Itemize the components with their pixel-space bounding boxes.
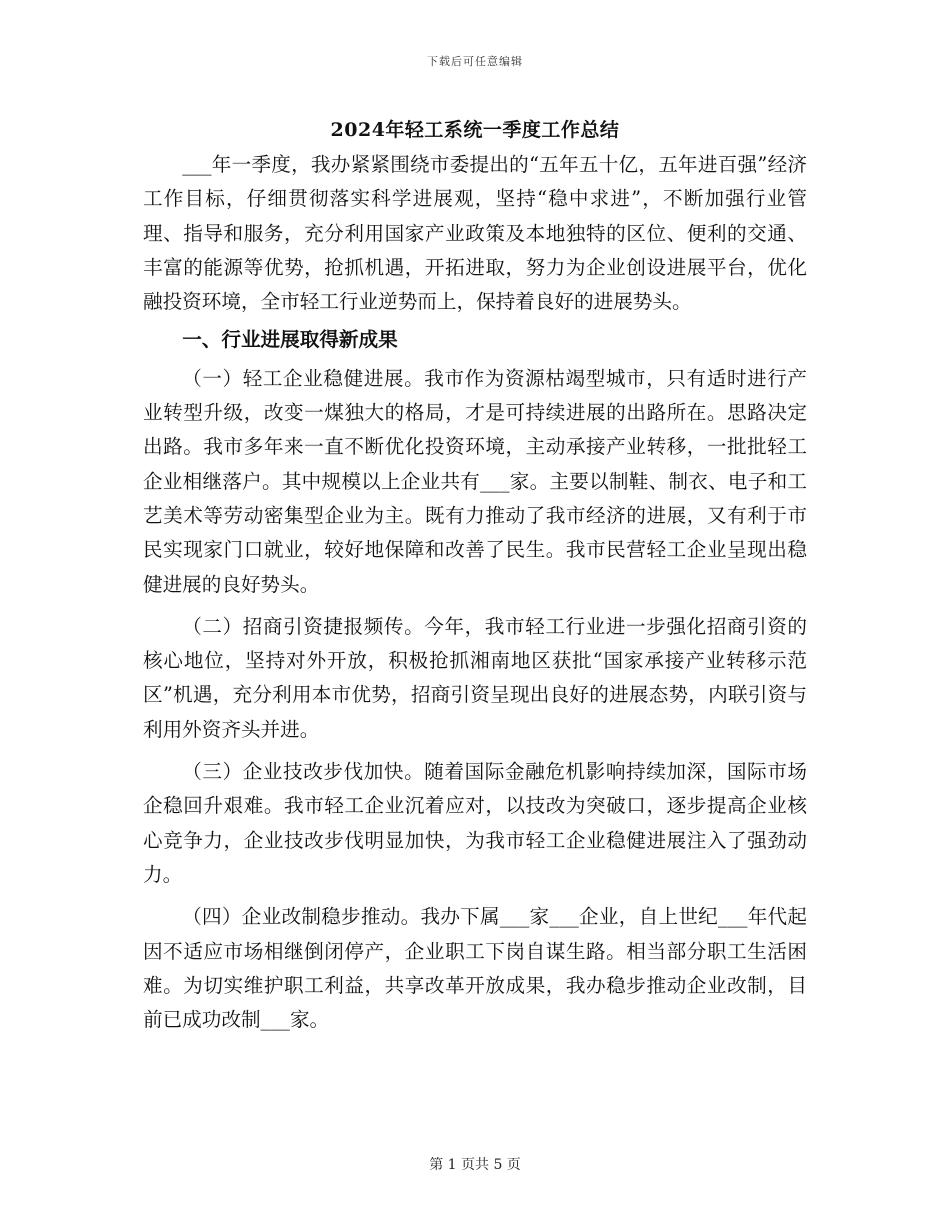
document-body — [143, 148, 807, 1037]
section-heading-1: 一、行业进展取得新成果 — [182, 328, 398, 352]
intro-paragraph: ___年一季度，我办紧紧围绕市委提出的“五年五十亿，五年进百强”经济工作目标，仔细贯彻落实科学进展观，坚持“稳中求进”，不断加强行业管理、指导和服务，充分利用国家产业政策及本地独特的区位、便利的交通、丰富的能源等优势，抢抓机遇，开拓进取，努力为企业创设进展平台，优化融投资环境，全市轻工行业逆势而上，保持着良好的进展势头。 — [143, 153, 807, 314]
paragraph-1: （一）轻工企业稳健进展。我市作为资源枯竭型城市，只有适时进行产业转型升级，改变一煤独大的格局，才是可持续进展的出路所在。思路决定出路。我市多年来一直不断优化投资环境，主动承接产业转移，一批批轻工企业相继落户。其中规模以上企业共有___家。主要以制鞋、制衣、电子和工艺美术等劳动密集型企业为主。既有力推动了我市经济的进展，又有利于市民实现家门口就业，较好地保障和改善了民生。我市民营轻工企业呈现出稳健进展的良好势头。 — [143, 366, 807, 596]
paragraph-3: （三）企业技改步伐加快。随着国际金融危机影响持续加深，国际市场企稳回升艰难。我市轻工企业沉着应对，以技改为突破口，逐步提高企业核心竞争力，企业技改步伐明显加快，为我市轻工企业稳健进展注入了强劲动力。 — [143, 760, 807, 886]
document-title: 2024年轻工系统一季度工作总结 — [330, 119, 620, 141]
page-number: 第 1 页共 5 页 — [429, 1157, 521, 1173]
page-header-note: 下载后可任意编辑 — [427, 55, 523, 68]
paragraph-4: （四）企业改制稳步推动。我办下属___家___企业，自上世纪___年代起因不适应市场相继倒闭停产，企业职工下岗自谋生路。相当部分职工生活困难。为切实维护职工利益，共享改革开放成果，我办稳步推动企业改制，目前已成功改制___家。 — [143, 905, 807, 1032]
paragraph-2: （二）招商引资捷报频传。今年，我市轻工行业进一步强化招商引资的核心地位，坚持对外开放，积极抢抓湘南地区获批“国家承接产业转移示范区”机遇，充分利用本市优势，招商引资呈现出良好的进展态势，内联引资与利用外资齐头并进。 — [143, 614, 807, 741]
